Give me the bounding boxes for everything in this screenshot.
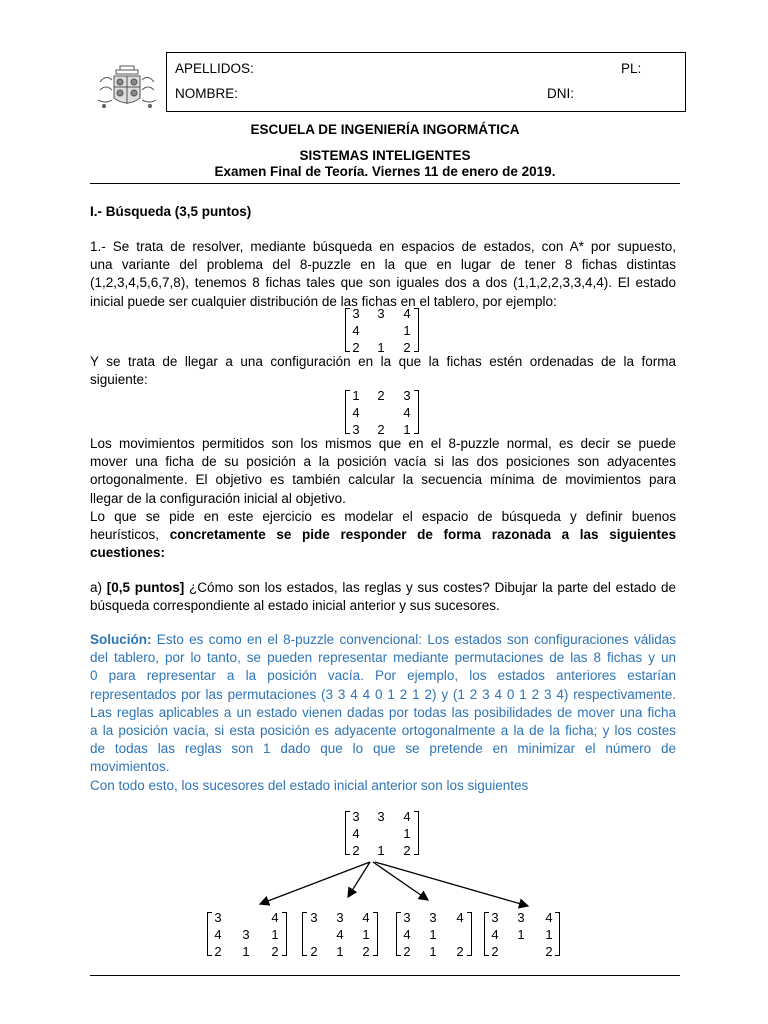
matrix-cell: 1 — [377, 843, 385, 858]
matrix-cell: 4 — [352, 323, 360, 338]
school-title: ESCUELA DE INGENIERÍA INGORMÁTICA — [250, 122, 520, 137]
matrix-cell: 3 — [242, 927, 250, 942]
matrix-cell: 2 — [362, 944, 370, 959]
matrix-cell: 1 — [545, 927, 553, 942]
text-line: Con todo esto, los sucesores del estado inicial anterior son los siguientes — [90, 777, 529, 793]
matrix-cell: 2 — [214, 944, 222, 959]
matrix-cell: 2 — [310, 944, 318, 959]
footer-divider — [90, 975, 680, 976]
text-line: de todas las reglas son 1 dado que lo que se pretende en minimizar el número de — [90, 741, 676, 757]
matrix-cell: 1 — [352, 388, 360, 403]
text-line: una variante del problema del 8-puzzle en la que en lugar de tener 8 fichas distintas — [90, 257, 676, 273]
matrix-cell: 2 — [456, 944, 464, 959]
successor-4-matrix — [484, 910, 560, 959]
text-line: 0 para representar a la posición vacía. Por ejemplo, los estados anteriores estarían — [90, 668, 676, 684]
matrix-cell: 3 — [429, 910, 437, 925]
matrix-cell: 3 — [352, 809, 360, 824]
arrow-to-successor-1 — [260, 862, 370, 904]
text-line: siguiente: — [90, 372, 148, 388]
text-line: búsqueda correspondiente al estado inicial anterior y sus sucesores. — [90, 598, 500, 614]
matrix-cell: 1 — [377, 340, 385, 355]
matrix-cell: 3 — [403, 388, 411, 403]
exam-title: Examen Final de Teoría. Viernes 11 de enero de 2019. — [214, 164, 556, 179]
matrix-cell: 4 — [491, 927, 499, 942]
text-line: movimientos. — [90, 759, 170, 775]
text-bold: concretamente se pide responder de forma razonada a las siguientes — [169, 527, 676, 543]
text-bold: cuestiones — [90, 545, 161, 561]
course-title: SISTEMAS INTELIGENTES — [299, 148, 471, 163]
question-prefix: a) — [90, 580, 107, 595]
successor-1-matrix — [207, 910, 287, 959]
pl-label: PL: — [621, 61, 642, 76]
matrix-cell: 1 — [403, 323, 411, 338]
text-line: mover una ficha de su posición a la posición vacía si las dos posiciones son adyacentes — [90, 454, 676, 470]
dni-label: DNI: — [547, 86, 574, 101]
question-text: ¿Cómo son los estados, las reglas y sus costes? Dibujar la parte del estado de — [184, 580, 676, 595]
matrix-cell: 4 — [362, 910, 370, 925]
matrix-cell: 3 — [310, 910, 318, 925]
matrix-cell: 3 — [336, 910, 344, 925]
matrix-cell: 4 — [352, 826, 360, 841]
matrix-cell: 2 — [352, 340, 360, 355]
matrix-cell: 2 — [377, 388, 385, 403]
text-line: ortogonalmente. El objetivo es también calcular la secuencia mínima de movimientos para — [90, 472, 676, 488]
matrix-cell: 1 — [403, 826, 411, 841]
text-normal: heurísticos, — [90, 527, 170, 543]
text-line: Las reglas aplicables a un estado vienen dadas por todas las posibilidades de mover una ficha — [90, 704, 676, 720]
matrix-cell: 1 — [403, 422, 411, 437]
matrix-cell: 4 — [336, 927, 344, 942]
question-points: [0,5 puntos] — [106, 580, 185, 595]
matrix-cell: 2 — [545, 944, 553, 959]
matrix-cell: 4 — [403, 405, 411, 420]
matrix-cell: 4 — [403, 927, 411, 942]
text-line: a la posición vacía, si esta posición es adyacente ortogonalmente a la de la ficha; y los costes — [90, 723, 676, 739]
solution-text: Esto es como en el 8-puzzle convencional: Los estados son configuraciones válidas — [151, 632, 676, 647]
text-line: 1.- Se trata de resolver, mediante búsqueda en espacios de estados, con A* por supuesto, — [90, 239, 676, 254]
text-line: Los movimientos permitidos son los mismos que en el 8-puzzle normal, es decir se puede — [90, 436, 676, 451]
matrix-cell: 1 — [429, 944, 437, 959]
text-line: (1,2,3,4,5,6,7,8), tenemos 8 fichas tales que son iguales dos a dos (1,1,2,2,3,3,4,4). El estado — [90, 275, 676, 291]
apellidos-label: APELLIDOS: — [175, 61, 254, 76]
solution-label: Solución: — [90, 632, 152, 647]
matrix-cell: 2 — [403, 843, 411, 858]
matrix-cell: 3 — [214, 910, 222, 925]
matrix-cell: 3 — [352, 422, 360, 437]
matrix-cell: 3 — [352, 306, 360, 321]
matrix-cell: 3 — [491, 910, 499, 925]
matrix-cell: 4 — [271, 910, 279, 925]
matrix-cell: 4 — [403, 809, 411, 824]
text-colon: : — [160, 545, 166, 561]
successor-3-matrix — [396, 910, 472, 959]
matrix-cell: 2 — [377, 422, 385, 437]
text-line: representados por las permutaciones (3 3 4 4 0 1 2 1 2) y (1 2 3 4 0 1 2 3 4) respectivamente. — [90, 686, 676, 702]
nombre-label: NOMBRE: — [175, 86, 239, 101]
successor-2-matrix — [302, 910, 378, 959]
matrix-cell: 4 — [352, 405, 360, 420]
text-line: Lo que se pide en este ejercicio es modelar el espacio de búsqueda y definir buenos — [90, 508, 676, 524]
matrix-cell: 2 — [352, 843, 360, 858]
matrix-cell: 2 — [491, 944, 499, 959]
matrix-cell: 3 — [517, 910, 525, 925]
matrix-cell: 1 — [517, 927, 525, 942]
matrix-cell: 2 — [403, 944, 411, 959]
matrix-cell: 1 — [271, 927, 279, 942]
matrix-cell: 4 — [403, 306, 411, 321]
matrix-cell: 1 — [242, 944, 250, 959]
matrix-cell: 4 — [545, 910, 553, 925]
matrix-cell: 3 — [403, 910, 411, 925]
matrix-cell: 2 — [403, 340, 411, 355]
matrix-cell: 1 — [362, 927, 370, 942]
matrix-cell: 1 — [336, 944, 344, 959]
matrix-cell: 4 — [456, 910, 464, 925]
matrix-cell: 3 — [377, 306, 385, 321]
text-line: inicial puede ser cualquier distribución de las fichas en el tablero, por ejemplo: — [90, 293, 557, 309]
section-heading: I.- Búsqueda (3,5 puntos) — [90, 204, 252, 219]
arrow-to-successor-3 — [373, 862, 428, 900]
arrow-to-successor-4 — [375, 862, 528, 906]
text-line: del tablero, por lo tanto, se pueden representar mediante permutaciones de las 8 fichas y un — [90, 650, 676, 666]
matrix-cell: 4 — [214, 927, 222, 942]
matrix-cell: 1 — [429, 927, 437, 942]
arrow-to-successor-2 — [348, 862, 370, 897]
matrix-cell: 2 — [271, 944, 279, 959]
matrix-cell: 3 — [377, 809, 385, 824]
text-line: Y se trata de llegar a una configuración en la que la fichas estén ordenadas de la forma — [90, 354, 676, 369]
text-line: llegar de la configuración inicial al objetivo. — [90, 490, 346, 506]
